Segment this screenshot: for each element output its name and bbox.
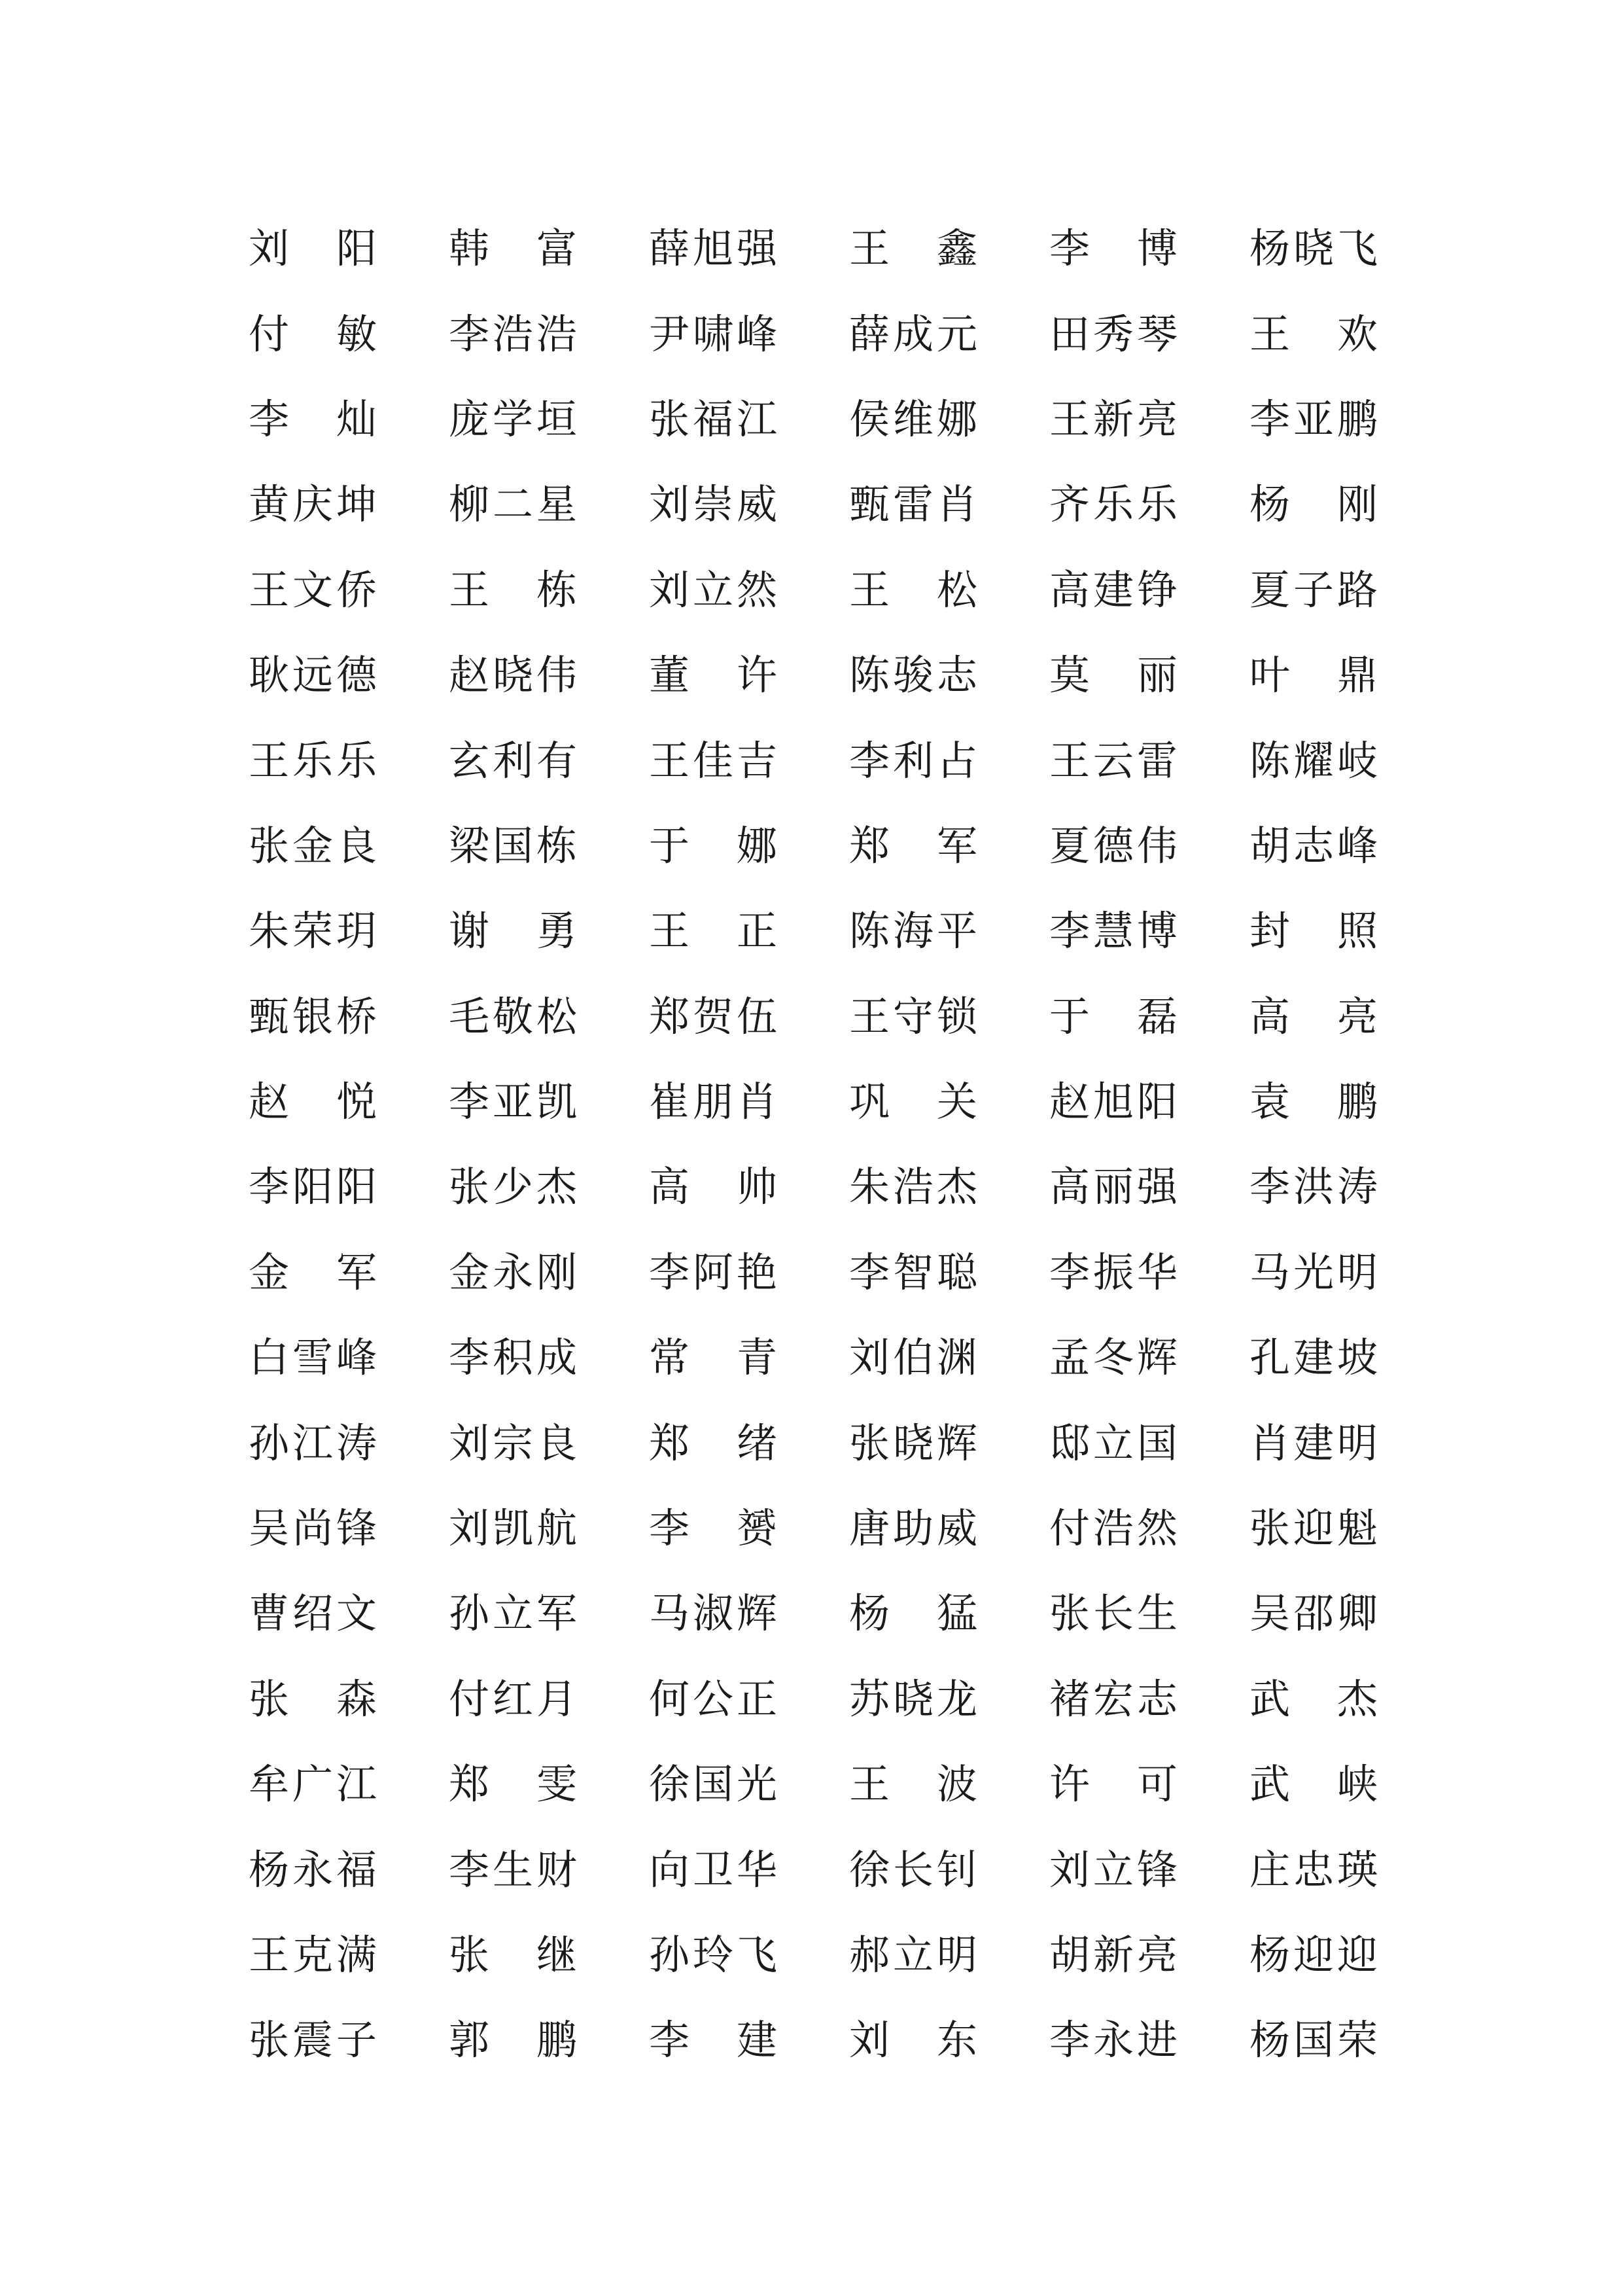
- name-entry: 王克满: [249, 1931, 381, 1979]
- name-entry: 武 峡: [1249, 1760, 1378, 1809]
- name-entry: 金永刚: [449, 1248, 581, 1296]
- name-entry: 唐助威: [849, 1504, 981, 1553]
- name-entry: 王 栋: [449, 565, 577, 614]
- name-entry: 刘立锋: [1049, 1845, 1181, 1894]
- name-entry: 张金良: [249, 821, 381, 870]
- name-entry: 薛成元: [849, 309, 981, 358]
- name-entry: 侯维娜: [849, 395, 981, 443]
- name-entry: 李 赟: [649, 1504, 777, 1553]
- name-entry: 高丽强: [1049, 1163, 1181, 1211]
- name-entry: 陈耀岐: [1249, 736, 1382, 785]
- name-entry: 叶 鼎: [1249, 651, 1378, 699]
- name-entry: 朱荣玥: [249, 907, 381, 955]
- name-entry: 张少杰: [449, 1163, 581, 1211]
- name-entry: 庞学垣: [449, 395, 581, 443]
- name-entry: 白雪峰: [249, 1333, 381, 1382]
- name-entry: 王 波: [849, 1760, 977, 1809]
- name-entry: 褚宏志: [1049, 1674, 1181, 1723]
- name-entry: 柳二星: [449, 480, 581, 529]
- name-entry: 甄雷肖: [849, 480, 981, 529]
- name-entry: 耿远德: [249, 651, 381, 699]
- name-entry: 于 娜: [649, 821, 777, 870]
- name-entry: 杨永福: [249, 1845, 381, 1894]
- name-entry: 金 军: [249, 1248, 377, 1296]
- name-entry: 李 建: [649, 2016, 777, 2064]
- name-entry: 张 继: [449, 1931, 577, 1979]
- name-entry: 肖建明: [1249, 1419, 1382, 1467]
- name-entry: 张长生: [1049, 1589, 1181, 1638]
- name-entry: 李积成: [449, 1333, 581, 1382]
- name-entry: 付浩然: [1049, 1504, 1181, 1553]
- name-entry: 张福江: [649, 395, 781, 443]
- name-list-grid: [249, 206, 1450, 2083]
- name-entry: 王 鑫: [849, 224, 977, 273]
- name-entry: 王文侨: [249, 565, 381, 614]
- name-entry: 毛敬松: [449, 992, 581, 1040]
- name-entry: 刘立然: [649, 565, 781, 614]
- name-entry: 郑 军: [849, 821, 977, 870]
- name-entry: 徐长钊: [849, 1845, 981, 1894]
- name-entry: 刘伯渊: [849, 1333, 981, 1382]
- name-entry: 张 森: [249, 1674, 377, 1723]
- name-entry: 王新亮: [1049, 395, 1181, 443]
- name-entry: 刘宗良: [449, 1419, 581, 1467]
- name-entry: 刘 东: [849, 2016, 977, 2064]
- name-entry: 封 照: [1249, 907, 1378, 955]
- name-entry: 刘凯航: [449, 1504, 581, 1553]
- name-entry: 邸立国: [1049, 1419, 1181, 1467]
- name-entry: 王乐乐: [249, 736, 381, 785]
- name-entry: 付 敏: [249, 309, 377, 358]
- name-entry: 王云雷: [1049, 736, 1181, 785]
- name-entry: 李振华: [1049, 1248, 1181, 1296]
- name-entry: 李阿艳: [649, 1248, 781, 1296]
- name-entry: 梁国栋: [449, 821, 581, 870]
- name-entry: 赵晓伟: [449, 651, 581, 699]
- name-entry: 齐乐乐: [1049, 480, 1181, 529]
- name-entry: 高 亮: [1249, 992, 1378, 1040]
- name-entry: 赵 悦: [249, 1078, 377, 1126]
- name-entry: 常 青: [649, 1333, 777, 1382]
- name-entry: 马淑辉: [649, 1589, 781, 1638]
- name-entry: 袁 鹏: [1249, 1078, 1378, 1126]
- name-entry: 郝立明: [849, 1931, 981, 1979]
- name-entry: 吴邵卿: [1249, 1589, 1382, 1638]
- name-entry: 苏晓龙: [849, 1674, 981, 1723]
- name-entry: 王 正: [649, 907, 777, 955]
- name-entry: 杨晓飞: [1249, 224, 1382, 273]
- name-entry: 李阳阳: [249, 1163, 381, 1211]
- name-entry: 谢 勇: [449, 907, 577, 955]
- name-entry: 李永进: [1049, 2016, 1181, 2064]
- name-entry: 何公正: [649, 1674, 781, 1723]
- name-entry: 孙江涛: [249, 1419, 381, 1467]
- name-entry: 韩 富: [449, 224, 577, 273]
- name-entry: 付红月: [449, 1674, 581, 1723]
- name-entry: 莫 丽: [1049, 651, 1178, 699]
- name-entry: 杨迎迎: [1249, 1931, 1382, 1979]
- name-entry: 董 许: [649, 651, 777, 699]
- name-entry: 王 欢: [1249, 309, 1378, 358]
- name-entry: 尹啸峰: [649, 309, 781, 358]
- name-entry: 郑 绪: [649, 1419, 777, 1467]
- name-entry: 高 帅: [649, 1163, 777, 1211]
- name-entry: 曹绍文: [249, 1589, 381, 1638]
- name-entry: 杨 猛: [849, 1589, 977, 1638]
- name-entry: 甄银桥: [249, 992, 381, 1040]
- name-entry: 许 可: [1049, 1760, 1178, 1809]
- name-entry: 李 灿: [249, 395, 377, 443]
- name-entry: 李智聪: [849, 1248, 981, 1296]
- name-entry: 刘崇威: [649, 480, 781, 529]
- name-entry: 徐国光: [649, 1760, 781, 1809]
- name-entry: 孙玲飞: [649, 1931, 781, 1979]
- name-entry: 孙立军: [449, 1589, 581, 1638]
- name-entry: 孔建坡: [1249, 1333, 1382, 1382]
- name-entry: 李慧博: [1049, 907, 1181, 955]
- name-entry: 张晓辉: [849, 1419, 981, 1467]
- name-entry: 王 松: [849, 565, 977, 614]
- name-entry: 张震子: [249, 2016, 381, 2064]
- name-entry: 孟冬辉: [1049, 1333, 1181, 1382]
- name-entry: 武 杰: [1249, 1674, 1378, 1723]
- name-entry: 朱浩杰: [849, 1163, 981, 1211]
- name-entry: 陈骏志: [849, 651, 981, 699]
- name-entry: 陈海平: [849, 907, 981, 955]
- name-entry: 巩 关: [849, 1078, 977, 1126]
- name-entry: 杨国荣: [1249, 2016, 1382, 2064]
- name-entry: 郑贺伍: [649, 992, 781, 1040]
- name-entry: 马光明: [1249, 1248, 1382, 1296]
- name-entry: 赵旭阳: [1049, 1078, 1181, 1126]
- name-entry: 田秀琴: [1049, 309, 1181, 358]
- name-entry: 刘 阳: [249, 224, 377, 273]
- name-entry: 玄利有: [449, 736, 581, 785]
- name-entry: 李亚鹏: [1249, 395, 1382, 443]
- name-entry: 李生财: [449, 1845, 581, 1894]
- name-entry: 李 博: [1049, 224, 1178, 273]
- name-entry: 夏子路: [1249, 565, 1382, 614]
- name-entry: 李浩浩: [449, 309, 581, 358]
- name-entry: 王守锁: [849, 992, 981, 1040]
- name-entry: 王佳吉: [649, 736, 781, 785]
- name-entry: 李亚凯: [449, 1078, 581, 1126]
- name-entry: 李洪涛: [1249, 1163, 1382, 1211]
- name-entry: 杨 刚: [1249, 480, 1378, 529]
- name-entry: 于 磊: [1049, 992, 1178, 1040]
- name-entry: 向卫华: [649, 1845, 781, 1894]
- name-entry: 薛旭强: [649, 224, 781, 273]
- name-entry: 夏德伟: [1049, 821, 1181, 870]
- name-entry: 黄庆坤: [249, 480, 381, 529]
- name-entry: 张迎魁: [1249, 1504, 1382, 1553]
- name-entry: 庄忠瑛: [1249, 1845, 1382, 1894]
- name-entry: 李利占: [849, 736, 981, 785]
- name-entry: 崔朋肖: [649, 1078, 781, 1126]
- name-entry: 郭 鹏: [449, 2016, 577, 2064]
- name-entry: 郑 雯: [449, 1760, 577, 1809]
- name-entry: 吴尚锋: [249, 1504, 381, 1553]
- name-entry: 牟广江: [249, 1760, 381, 1809]
- name-entry: 胡新亮: [1049, 1931, 1181, 1979]
- name-entry: 高建铮: [1049, 565, 1181, 614]
- name-entry: 胡志峰: [1249, 821, 1382, 870]
